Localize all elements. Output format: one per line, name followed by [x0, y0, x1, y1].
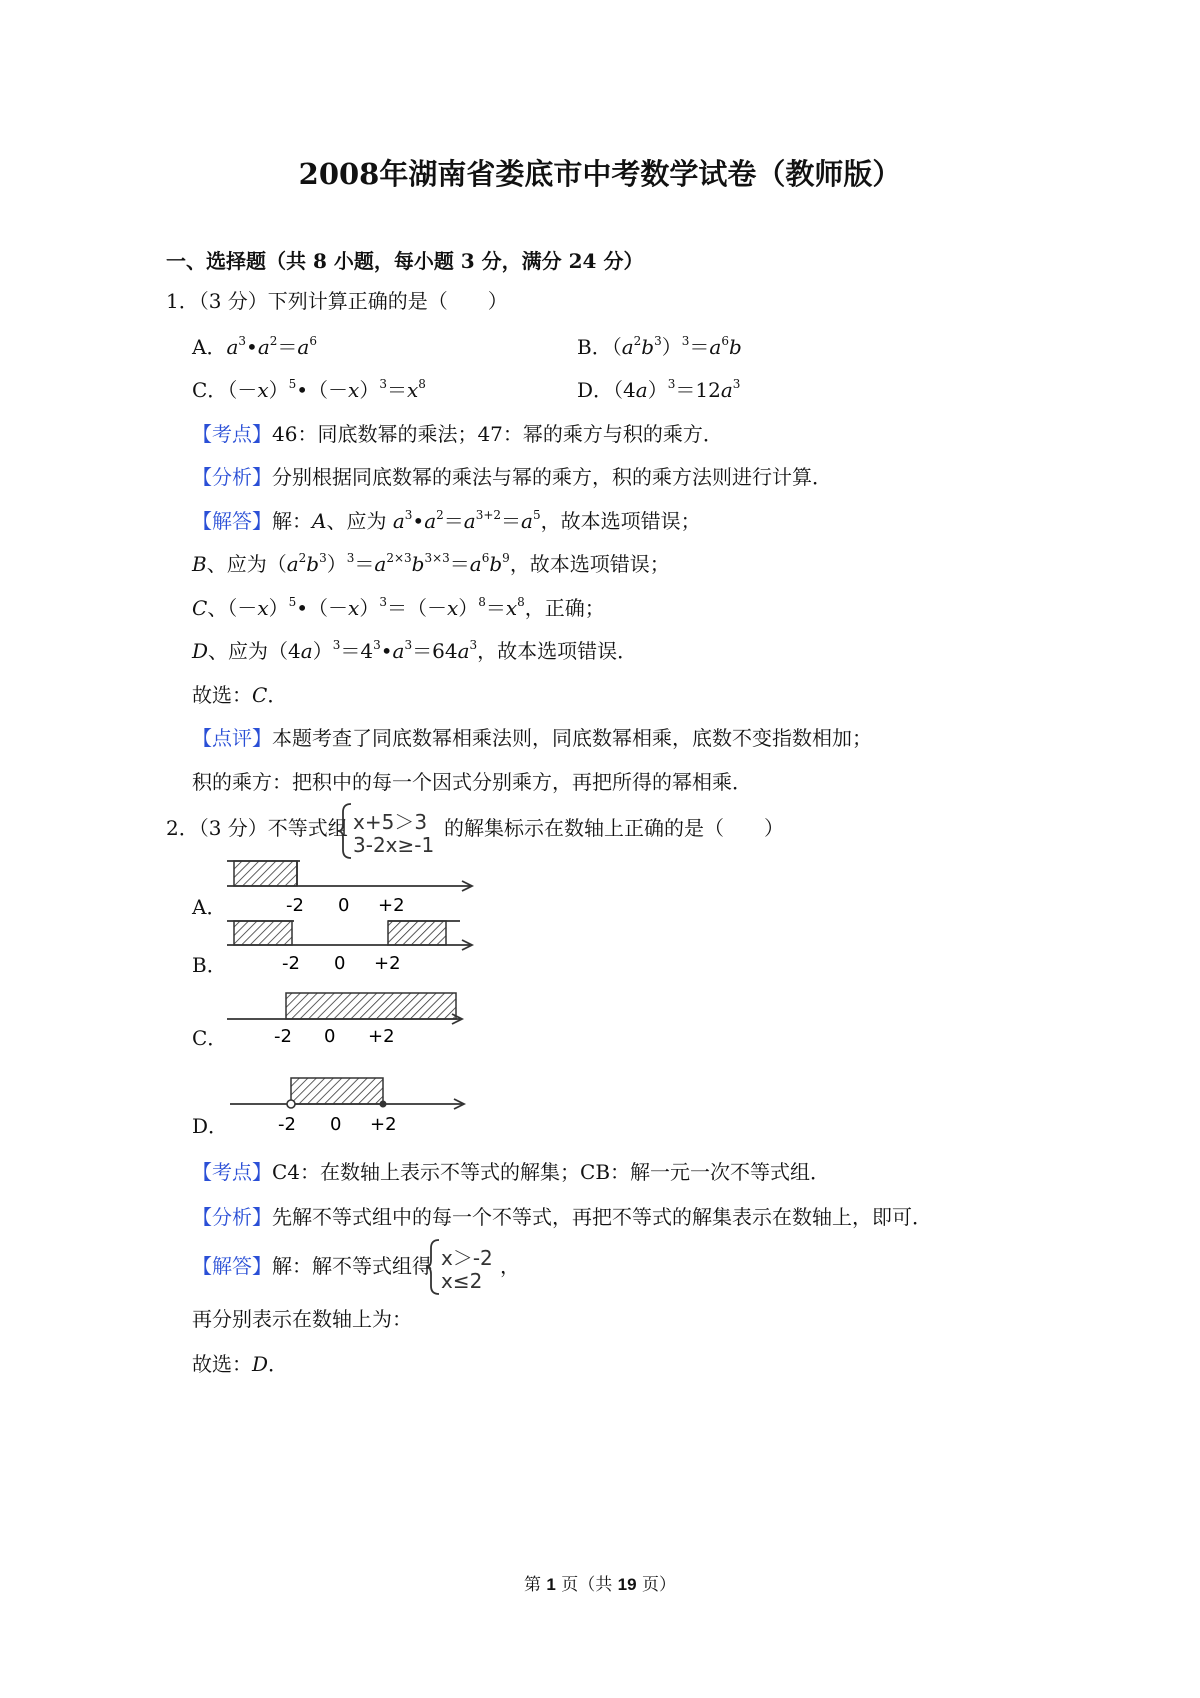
- q1-option-b: B．$(a^2b^3)^3=a^6b$: [577, 334, 742, 359]
- q1-jieda-b: B、应为$(a^2b^3)^3=a^{2\times 3}b^{3\times 3}=a^6b^9$，故本选项错误；: [192, 551, 670, 576]
- q2-jieda: 【解答】解：解不等式组得: [192, 1254, 432, 1278]
- q2-stem-b: 的解集标示在数轴上正确的是（ ）: [444, 816, 784, 840]
- q2-ineq-1: x+5＞3: [353, 810, 428, 834]
- q1-dianping: 【点评】本题考查了同底数幂相乘法则，同底数幂相乘，底数不变指数相加；: [192, 726, 872, 750]
- tick-label: +2: [370, 1114, 397, 1135]
- shaded-region: [286, 993, 456, 1019]
- q2-sol-2: x≤2: [441, 1269, 483, 1293]
- q2-ineq-2: 3-2x≥-1: [353, 833, 435, 857]
- q1-jieda-d: D、应为$(4a)^3=4^3•a^3=64a^3$，故本选项错误．: [192, 638, 638, 663]
- q2-inequality-system: [337, 802, 447, 860]
- tick-label: -2: [286, 895, 304, 916]
- tick-label: -2: [274, 1026, 292, 1047]
- q2-sol-1: x＞-2: [441, 1246, 493, 1270]
- total-pages: 19: [617, 1575, 637, 1594]
- q2-option-c-numberline: [222, 986, 482, 1048]
- q2-option-b-label: B．: [192, 953, 227, 977]
- page-title: 2008年湖南省娄底市中考数学试卷（教师版）: [298, 157, 902, 191]
- q2-option-b-numberline: [222, 913, 482, 975]
- dianping-tag: 【点评】: [192, 726, 272, 750]
- q2-kaodian: 【考点】C4：在数轴上表示不等式的解集；CB：解一元一次不等式组．: [192, 1160, 831, 1184]
- comma: ，: [500, 1254, 520, 1278]
- q2-option-c-label: C．: [192, 1026, 228, 1050]
- fenxi-tag: 【分析】: [192, 465, 272, 489]
- q1-option-c: C．$(-x)^5•(-x)^3=x^8$: [192, 377, 426, 402]
- tick-label: -2: [282, 953, 300, 974]
- jieda-tag: 【解答】: [192, 1254, 272, 1278]
- shaded-region: [234, 861, 297, 886]
- q2-option-d-label: D．: [192, 1114, 229, 1138]
- tick-label: +2: [374, 953, 401, 974]
- q1-fenxi: 【分析】分别根据同底数幂的乘法与幂的乘方，积的乘方法则进行计算．: [192, 465, 832, 489]
- fenxi-tag: 【分析】: [192, 1205, 272, 1229]
- section-heading: 一、选择题（共 8 小题，每小题 3 分，满分 24 分）: [166, 249, 644, 273]
- kaodian-tag: 【考点】: [192, 422, 272, 446]
- q2-option-d-numberline: [222, 1070, 482, 1136]
- shaded-region: [388, 921, 446, 945]
- q1-jieda-a: 【解答】解：A、应为 $a^3•a^2=a^{3+2}=a^5$，故本选项错误；: [192, 508, 701, 533]
- q1-kaodian: 【考点】46：同底数幂的乘法；47：幂的乘方与积的乘方．: [192, 422, 723, 446]
- shaded-region: [291, 1078, 383, 1104]
- kaodian-tag: 【考点】: [192, 1160, 272, 1184]
- tick-label: +2: [378, 895, 405, 916]
- jieda-tag: 【解答】: [192, 509, 272, 533]
- q1-jieda-c: C、$(-x)^5•(-x)^3=(-x)^8=x^8$，正确；: [192, 595, 605, 620]
- open-circle-icon: [287, 1100, 295, 1108]
- tick-label: 0: [330, 1114, 342, 1135]
- q1-option-a: A．$a^3•a^2=a^6$: [192, 334, 317, 359]
- q1-dianping-cont: 积的乘方：把积中的每一个因式分别乘方，再把所得的幂相乘．: [192, 770, 752, 794]
- q2-option-a-numberline: [222, 855, 482, 917]
- shaded-region: [234, 921, 292, 945]
- q1-option-d: D．$(4a)^3=12a^3$: [577, 377, 741, 402]
- page-number: 1: [546, 1575, 556, 1594]
- tick-label: 0: [324, 1026, 336, 1047]
- q2-answer: 故选：D．: [192, 1352, 289, 1376]
- tick-label: 0: [338, 895, 350, 916]
- q2-option-a-label: A．: [192, 895, 227, 919]
- q2-stem-a: 2．（3 分）不等式组: [166, 816, 348, 840]
- q2-then: 再分别表示在数轴上为：: [192, 1307, 412, 1331]
- q1-answer: 故选：C．: [192, 683, 288, 707]
- q1-stem: 1．（3 分）下列计算正确的是（ ）: [166, 289, 508, 313]
- tick-label: 0: [334, 953, 346, 974]
- solid-dot-icon: [380, 1101, 387, 1108]
- page-footer: 第 1 页（共 19 页）: [523, 1575, 676, 1595]
- tick-label: -2: [278, 1114, 296, 1135]
- tick-label: +2: [368, 1026, 395, 1047]
- q2-fenxi: 【分析】先解不等式组中的每一个不等式，再把不等式的解集表示在数轴上，即可．: [192, 1205, 932, 1229]
